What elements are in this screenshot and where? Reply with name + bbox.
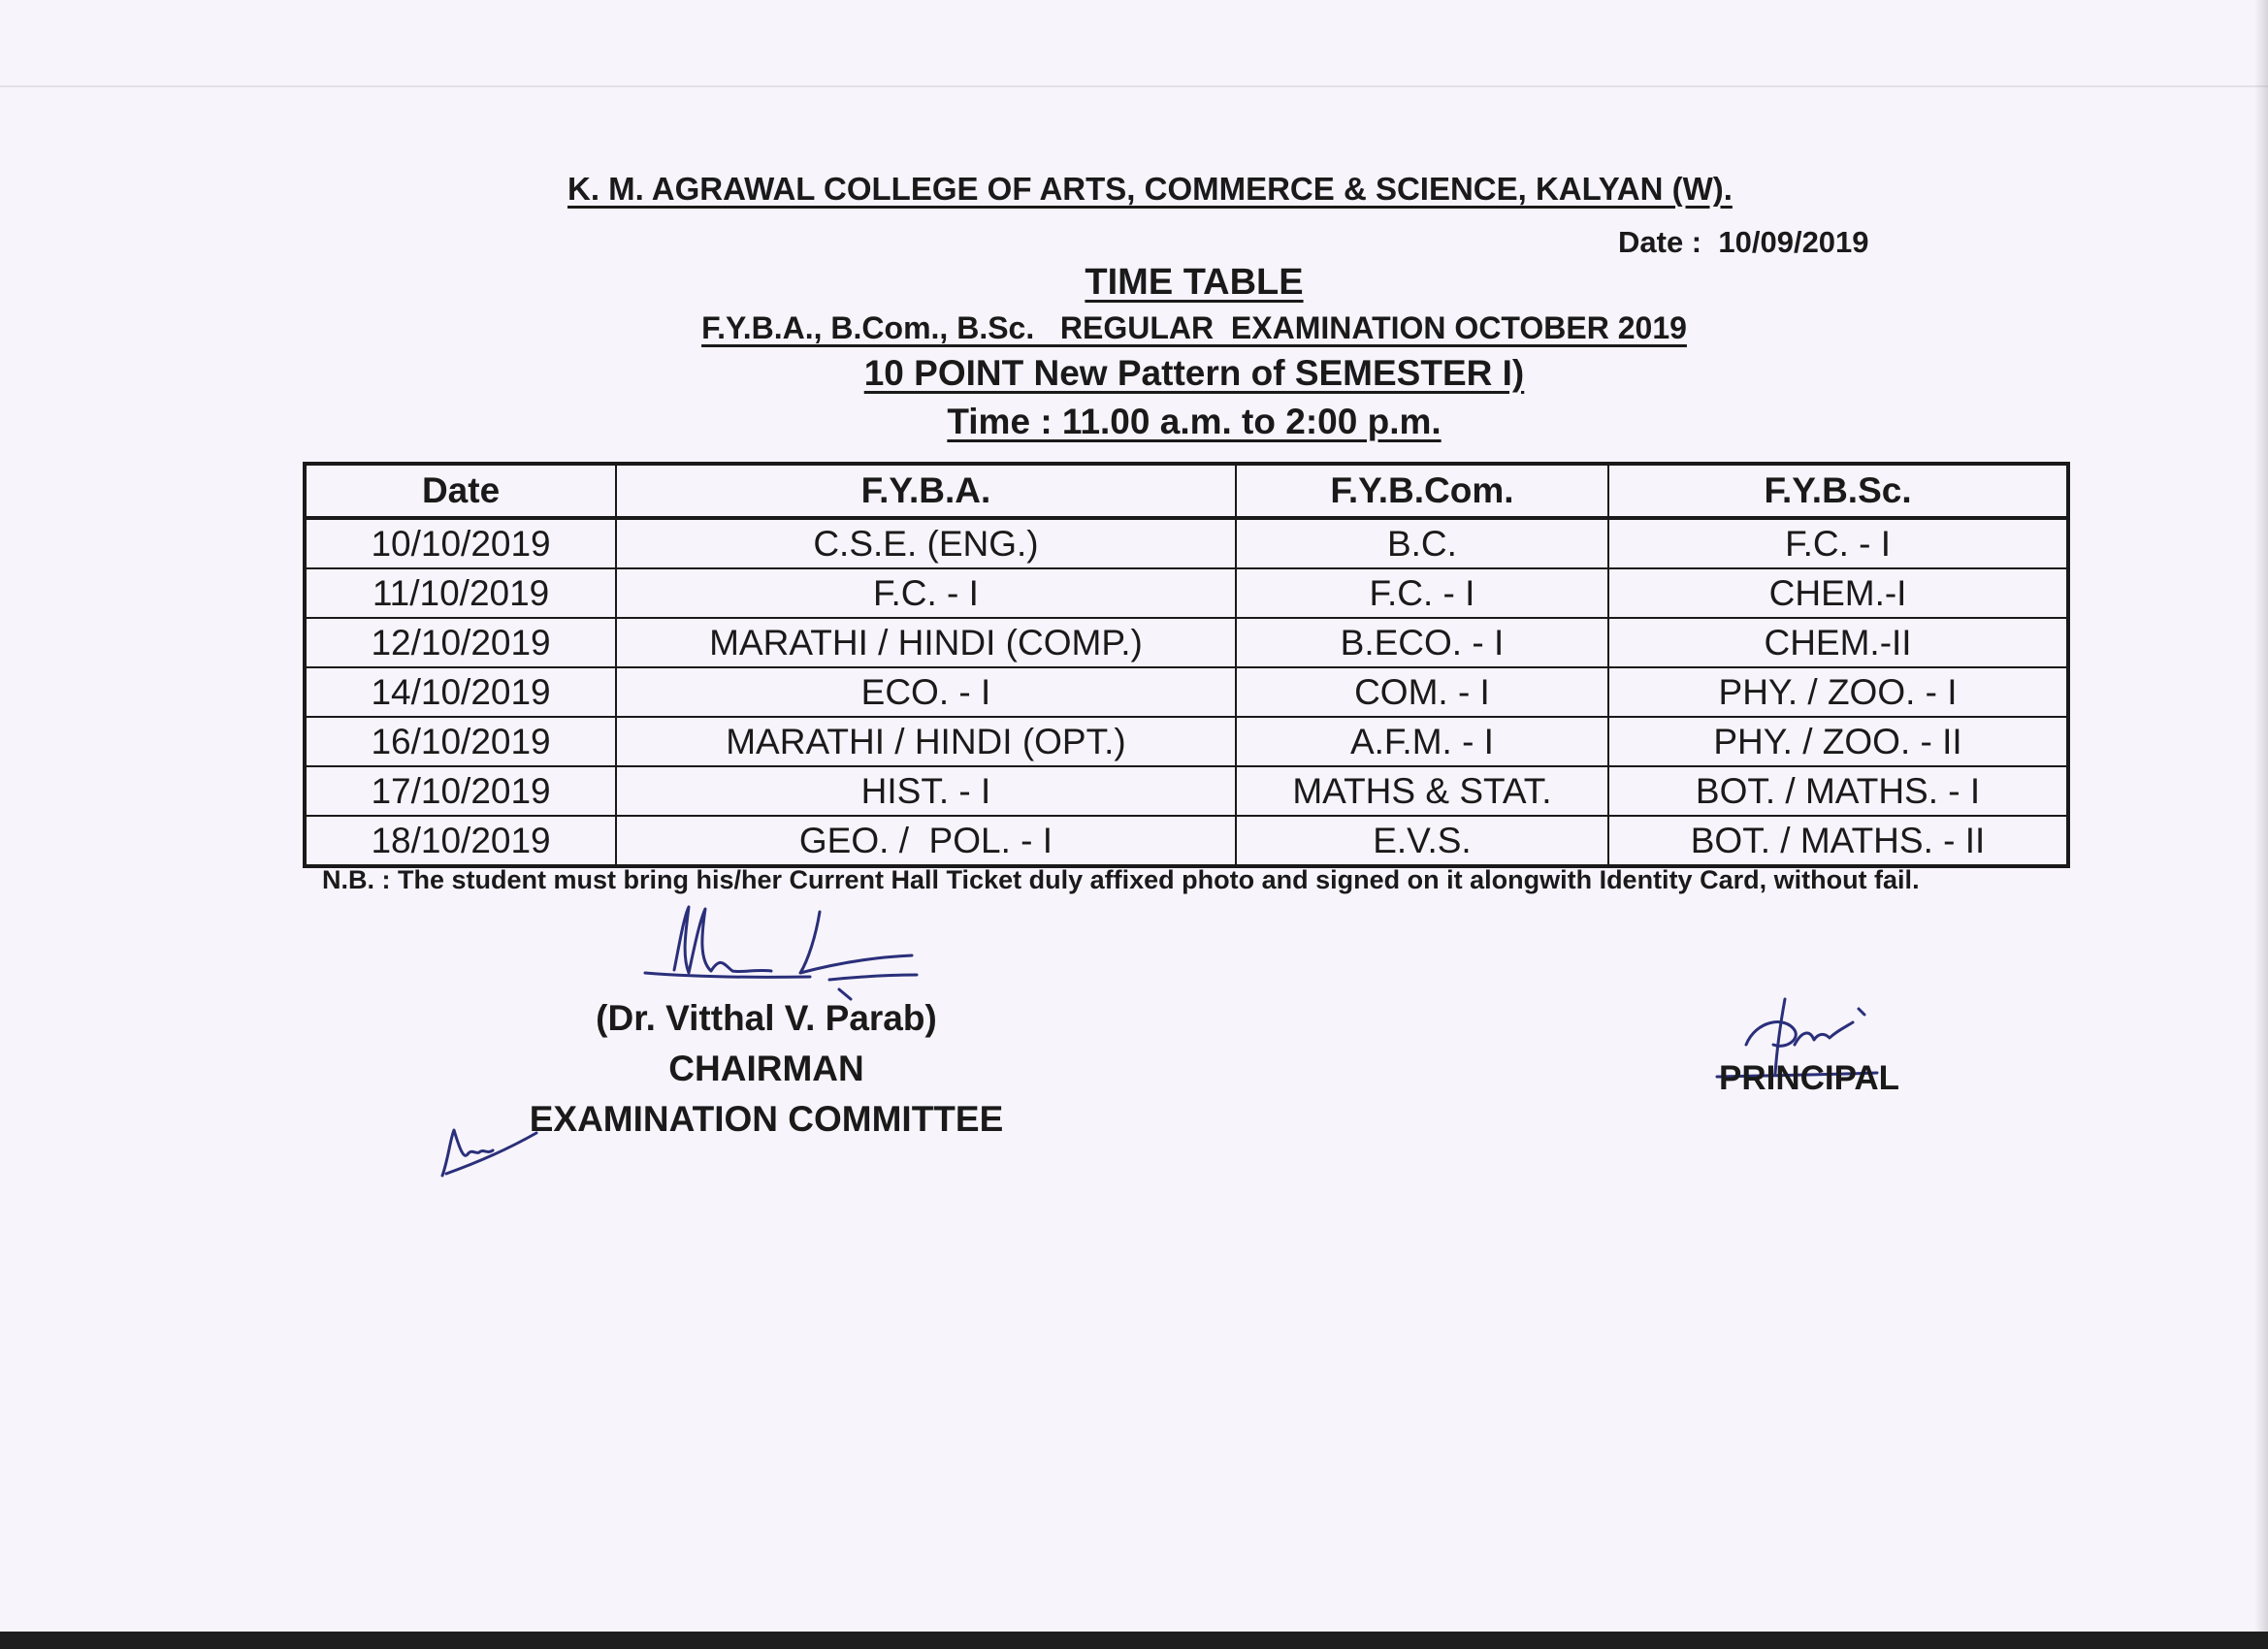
exam-title: F.Y.B.A., B.Com., B.Sc. REGULAR EXAMINATION OCTOBER 2019	[701, 310, 1687, 345]
cell-date: 14/10/2019	[305, 667, 616, 717]
table-row	[305, 618, 2068, 667]
cell-fybsc: BOT. / MATHS. - I	[1608, 766, 2068, 816]
cell-fybsc: PHY. / ZOO. - I	[1608, 667, 2068, 717]
timetable	[303, 462, 2070, 868]
column-header-date: Date	[305, 464, 616, 518]
cell-date: 16/10/2019	[305, 717, 616, 766]
table-row	[305, 766, 2068, 816]
cell-fybcom: B.ECO. - I	[1236, 618, 1608, 667]
cell-fybcom: B.C.	[1236, 518, 1608, 568]
cell-fybcom: E.V.S.	[1236, 816, 1608, 866]
cell-fyba: GEO. / POL. - I	[616, 816, 1236, 866]
cell-fybcom: COM. - I	[1236, 667, 1608, 717]
cell-fyba: MARATHI / HINDI (COMP.)	[616, 618, 1236, 667]
cell-fybcom: F.C. - I	[1236, 568, 1608, 618]
cell-date: 17/10/2019	[305, 766, 616, 816]
cell-fyba: MARATHI / HINDI (OPT.)	[616, 717, 1236, 766]
issue-date-value: 10/09/2019	[1718, 225, 1869, 259]
issue-date-label: Date :	[1618, 225, 1702, 259]
cell-fybsc: CHEM.-I	[1608, 568, 2068, 618]
column-header-fybcom: F.Y.B.Com.	[1236, 464, 1608, 518]
scan-top-edge	[0, 85, 2268, 87]
cell-fyba: HIST. - I	[616, 766, 1236, 816]
college-name: K. M. AGRAWAL COLLEGE OF ARTS, COMMERCE & SCIENCE, KALYAN (W).	[567, 171, 1733, 207]
cell-date: 12/10/2019	[305, 618, 616, 667]
table-row	[305, 816, 2068, 866]
principal-title: PRINCIPAL	[1719, 1059, 1900, 1097]
table-row	[305, 568, 2068, 618]
cell-fybsc: F.C. - I	[1608, 518, 2068, 568]
table-row	[305, 717, 2068, 766]
chairman-name: (Dr. Vitthal V. Parab)	[596, 998, 937, 1038]
cell-fybsc: BOT. / MATHS. - II	[1608, 816, 2068, 866]
chairman-signature	[635, 897, 926, 1004]
cell-fyba: C.S.E. (ENG.)	[616, 518, 1236, 568]
cell-fyba: F.C. - I	[616, 568, 1236, 618]
chairman-title: CHAIRMAN	[668, 1049, 864, 1088]
chairman-signature-block	[504, 993, 1028, 1145]
page-title: TIME TABLE	[1085, 262, 1304, 303]
cell-fyba: ECO. - I	[616, 667, 1236, 717]
table-row	[305, 667, 2068, 717]
column-header-fyba: F.Y.B.A.	[616, 464, 1236, 518]
table-row	[305, 518, 2068, 568]
cell-fybsc: PHY. / ZOO. - II	[1608, 717, 2068, 766]
cell-date: 18/10/2019	[305, 816, 616, 866]
cell-fybcom: A.F.M. - I	[1236, 717, 1608, 766]
cell-fybsc: CHEM.-II	[1608, 618, 2068, 667]
scan-bottom-band	[0, 1632, 2268, 1649]
timetable-header-row	[305, 464, 2068, 518]
committee-name: EXAMINATION COMMITTEE	[529, 1099, 1004, 1139]
issue-date	[1618, 225, 1869, 260]
scan-right-shade	[2254, 0, 2268, 1632]
note: N.B. : The student must bring his/her Current Hall Ticket duly affixed photo and signed on it alongwith Identity Card, without fail.	[322, 865, 1920, 894]
cell-date: 10/10/2019	[305, 518, 616, 568]
cell-fybcom: MATHS & STAT.	[1236, 766, 1608, 816]
cell-date: 11/10/2019	[305, 568, 616, 618]
pattern-title: 10 POINT New Pattern of SEMESTER I)	[863, 353, 1525, 393]
column-header-fybsc: F.Y.B.Sc.	[1608, 464, 2068, 518]
exam-time: Time : 11.00 a.m. to 2:00 p.m.	[947, 402, 1442, 441]
